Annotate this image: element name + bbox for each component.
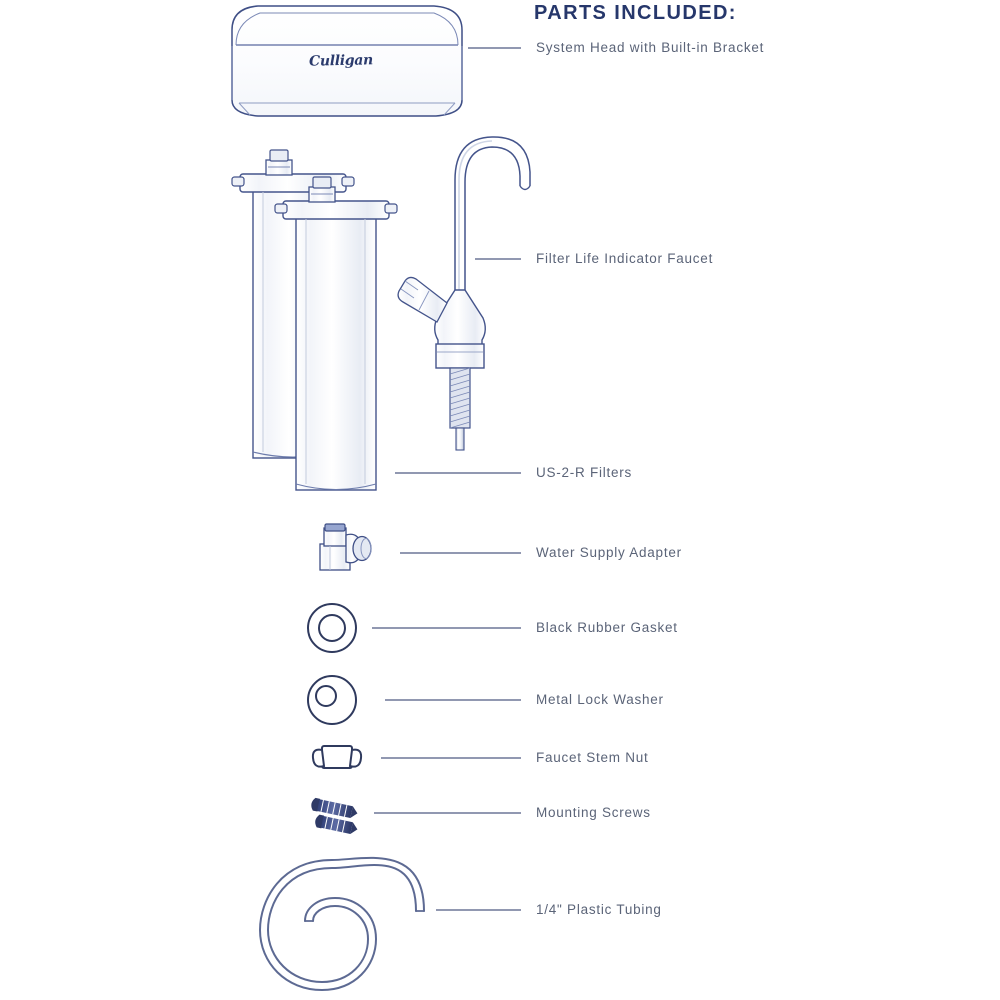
part-label-metal-lock-washer: Metal Lock Washer xyxy=(536,692,664,707)
plastic-tubing-illustration xyxy=(260,858,424,990)
part-label-plastic-tubing: 1/4" Plastic Tubing xyxy=(536,902,662,917)
water-supply-adapter-illustration xyxy=(320,524,371,570)
faucet-illustration xyxy=(398,137,530,450)
metal-lock-washer-illustration xyxy=(308,676,356,724)
mounting-screws-illustration xyxy=(311,798,359,835)
part-label-system-head: System Head with Built-in Bracket xyxy=(536,40,765,55)
part-label-black-rubber-gasket: Black Rubber Gasket xyxy=(536,620,678,635)
page-title: PARTS INCLUDED: xyxy=(534,2,737,24)
black-rubber-gasket-illustration xyxy=(308,604,356,652)
part-label-faucet-stem-nut: Faucet Stem Nut xyxy=(536,750,649,765)
part-label-water-supply-adapter: Water Supply Adapter xyxy=(536,545,682,560)
culligan-logo: Culligan xyxy=(308,52,374,70)
part-label-mounting-screws: Mounting Screws xyxy=(536,805,651,820)
leader-lines xyxy=(372,48,521,910)
faucet-stem-nut-illustration xyxy=(313,746,361,768)
part-label-faucet: Filter Life Indicator Faucet xyxy=(536,251,714,266)
part-label-filters: US-2-R Filters xyxy=(536,465,633,480)
